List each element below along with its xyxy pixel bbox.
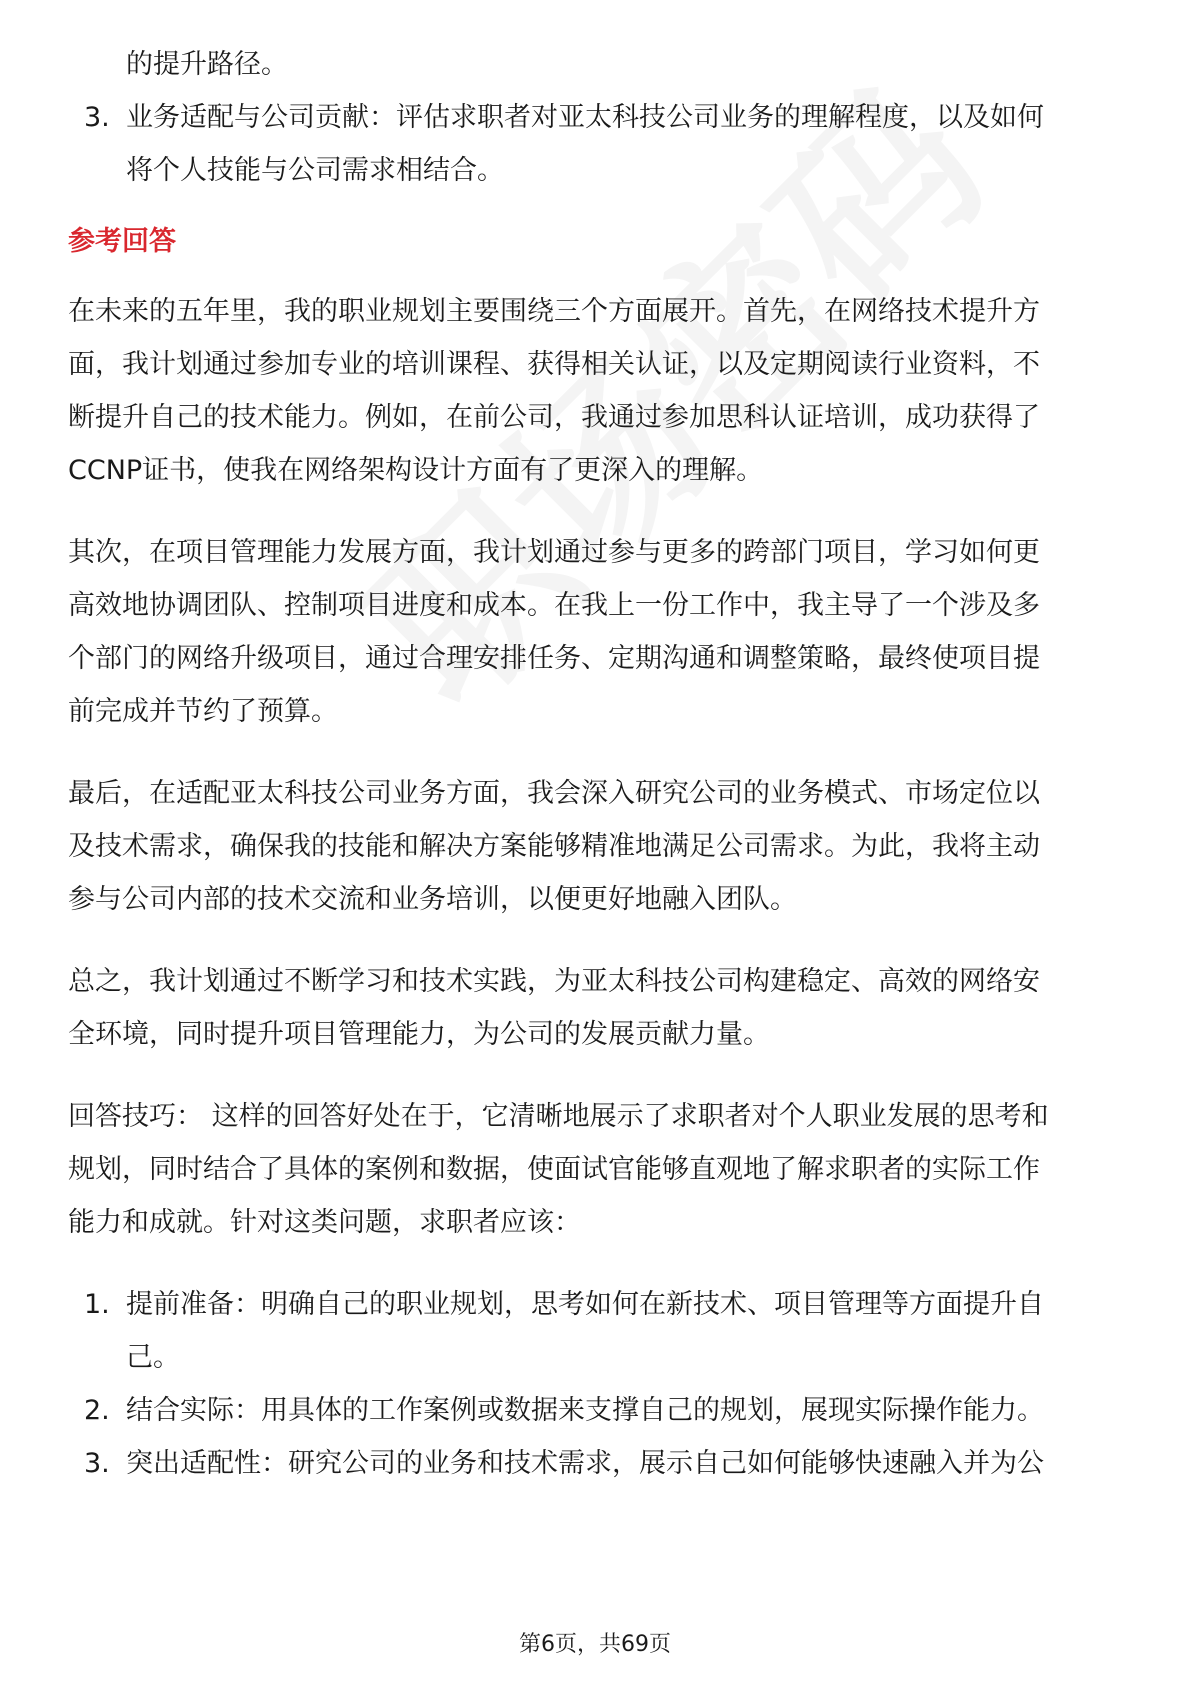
paragraph-line: 最后，在适配亚太科技公司业务方面，我会深入研究公司的业务模式、市场定位以	[68, 778, 1040, 809]
list-number: 2.	[84, 1395, 110, 1426]
paragraph-line: 面，我计划通过参加专业的培训课程、获得相关认证，以及定期阅读行业资料，不	[68, 349, 1040, 380]
paragraph-line: 全环境，同时提升项目管理能力，为公司的发展贡献力量。	[68, 1019, 770, 1050]
paragraph-line: 规划，同时结合了具体的案例和数据，使面试官能够直观地了解求职者的实际工作	[68, 1154, 1040, 1185]
list-item-text: 提前准备：明确自己的职业规划，思考如何在新技术、项目管理等方面提升自	[126, 1289, 1044, 1320]
paragraph-line: 前完成并节约了预算。	[68, 696, 338, 727]
page-footer: 第6页，共69页	[519, 1632, 671, 1657]
paragraph-line: CCNP证书，使我在网络架构设计方面有了更深入的理解。	[68, 455, 764, 486]
list-item-text: 结合实际：用具体的工作案例或数据来支撑自己的规划，展现实际操作能力。	[126, 1395, 1044, 1426]
paragraph-line: 参与公司内部的技术交流和业务培训，以便更好地融入团队。	[68, 884, 797, 915]
paragraph-line: 个部门的网络升级项目，通过合理安排任务、定期沟通和调整策略，最终使项目提	[68, 643, 1040, 674]
list-number: 3.	[84, 1448, 110, 1479]
list-number: 3.	[84, 102, 110, 133]
paragraph-line: 及技术需求，确保我的技能和解决方案能够精准地满足公司需求。为此，我将主动	[68, 831, 1040, 862]
paragraph-line: 高效地协调团队、控制项目进度和成本。在我上一份工作中，我主导了一个涉及多	[68, 590, 1040, 621]
paragraph-line: 回答技巧： 这样的回答好处在于，它清晰地展示了求职者对个人职业发展的思考和	[68, 1101, 1049, 1132]
paragraph-line: 断提升自己的技术能力。例如，在前公司，我通过参加思科认证培训，成功获得了	[68, 402, 1040, 433]
list-item-text: 的提升路径。	[126, 49, 288, 80]
paragraph-line: 其次，在项目管理能力发展方面，我计划通过参与更多的跨部门项目，学习如何更	[68, 537, 1040, 568]
paragraph-line: 能力和成就。针对这类问题，求职者应该：	[68, 1207, 581, 1238]
section-heading: 参考回答	[68, 226, 176, 257]
paragraph-line: 在未来的五年里，我的职业规划主要围绕三个方面展开。首先，在网络技术提升方	[68, 296, 1040, 327]
paragraph-line: 总之，我计划通过不断学习和技术实践，为亚太科技公司构建稳定、高效的网络安	[68, 966, 1040, 997]
list-item-text: 业务适配与公司贡献：评估求职者对亚太科技公司业务的理解程度，以及如何	[126, 102, 1044, 133]
list-item-text: 突出适配性：研究公司的业务和技术需求，展示自己如何能够快速融入并为公	[126, 1448, 1044, 1479]
list-item-text: 将个人技能与公司需求相结合。	[126, 155, 504, 186]
list-number: 1.	[84, 1289, 110, 1320]
list-item-text: 己。	[126, 1342, 180, 1373]
